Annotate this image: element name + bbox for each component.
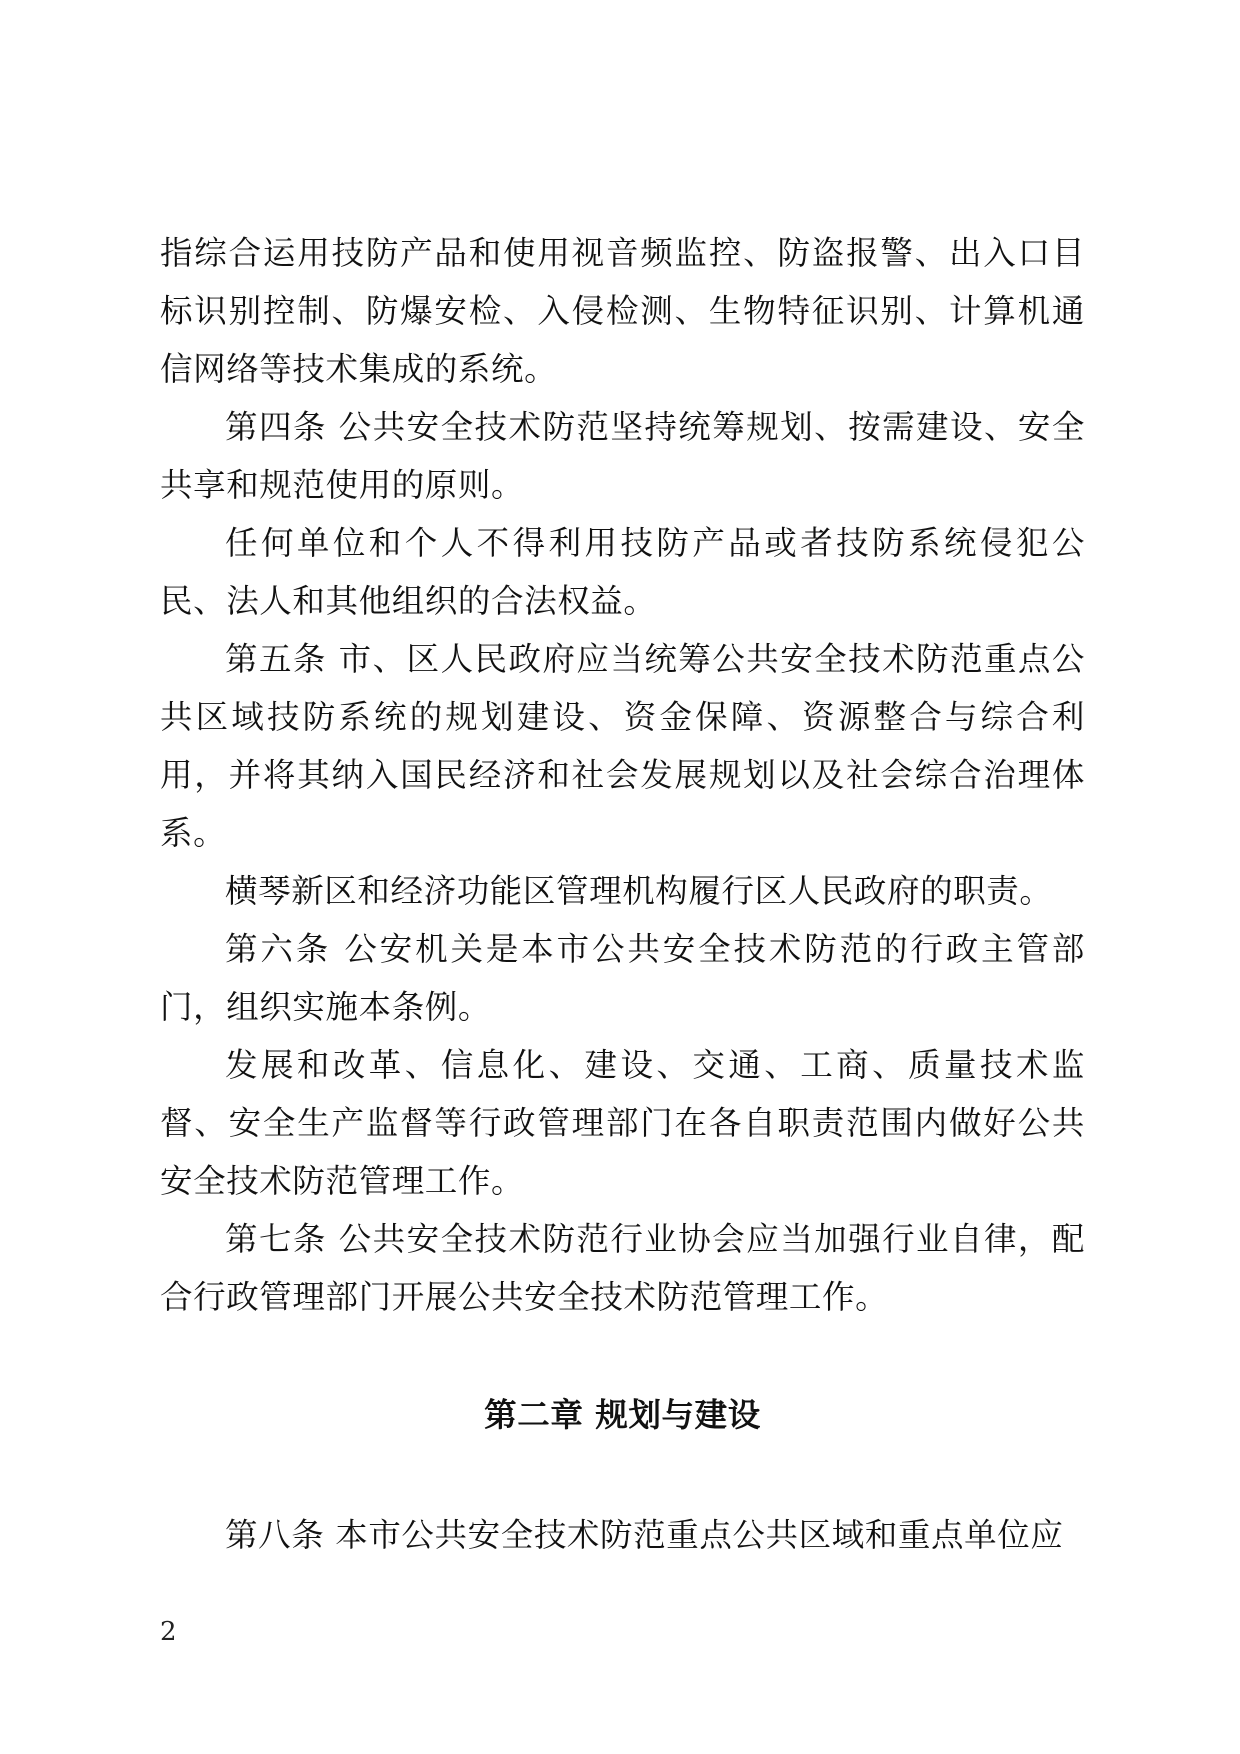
article-7-paragraph: 第七条 公共安全技术防范行业协会应当加强行业自律，配合行政管理部门开展公共安全技术防范管理工作。: [160, 1220, 1085, 1316]
article-5-second-paragraph: 横琴新区和经济功能区管理机构履行区人民政府的职责。: [225, 872, 1053, 910]
page-number: 2: [160, 1617, 177, 1647]
chapter-title: 第二章 规划与建设: [484, 1396, 761, 1434]
document-body: [160, 224, 1085, 1564]
article-4-second-paragraph: 任何单位和个人不得利用技防产品或者技防系统侵犯公民、法人和其他组织的合法权益。: [160, 524, 1085, 620]
article-6-paragraph: 第六条 公安机关是本市公共安全技术防范的行政主管部门，组织实施本条例。: [160, 930, 1085, 1026]
article-5-paragraph: 第五条 市、区人民政府应当统筹公共安全技术防范重点公共区域技防系统的规划建设、资金保障、资源整合与综合利用，并将其纳入国民经济和社会发展规划以及社会综合治理体系。: [160, 640, 1085, 852]
paragraph-continuation: 指综合运用技防产品和使用视音频监控、防盗报警、出入口目标识别控制、防爆安检、入侵检测、生物特征识别、计算机通信网络等技术集成的系统。: [160, 234, 1085, 388]
article-4-paragraph: 第四条 公共安全技术防范坚持统筹规划、按需建设、安全共享和规范使用的原则。: [160, 408, 1085, 504]
article-8-paragraph: 第八条 本市公共安全技术防范重点公共区域和重点单位应: [225, 1516, 1064, 1554]
article-6-second-paragraph: 发展和改革、信息化、建设、交通、工商、质量技术监督、安全生产监督等行政管理部门在各自职责范围内做好公共安全技术防范管理工作。: [160, 1046, 1085, 1200]
